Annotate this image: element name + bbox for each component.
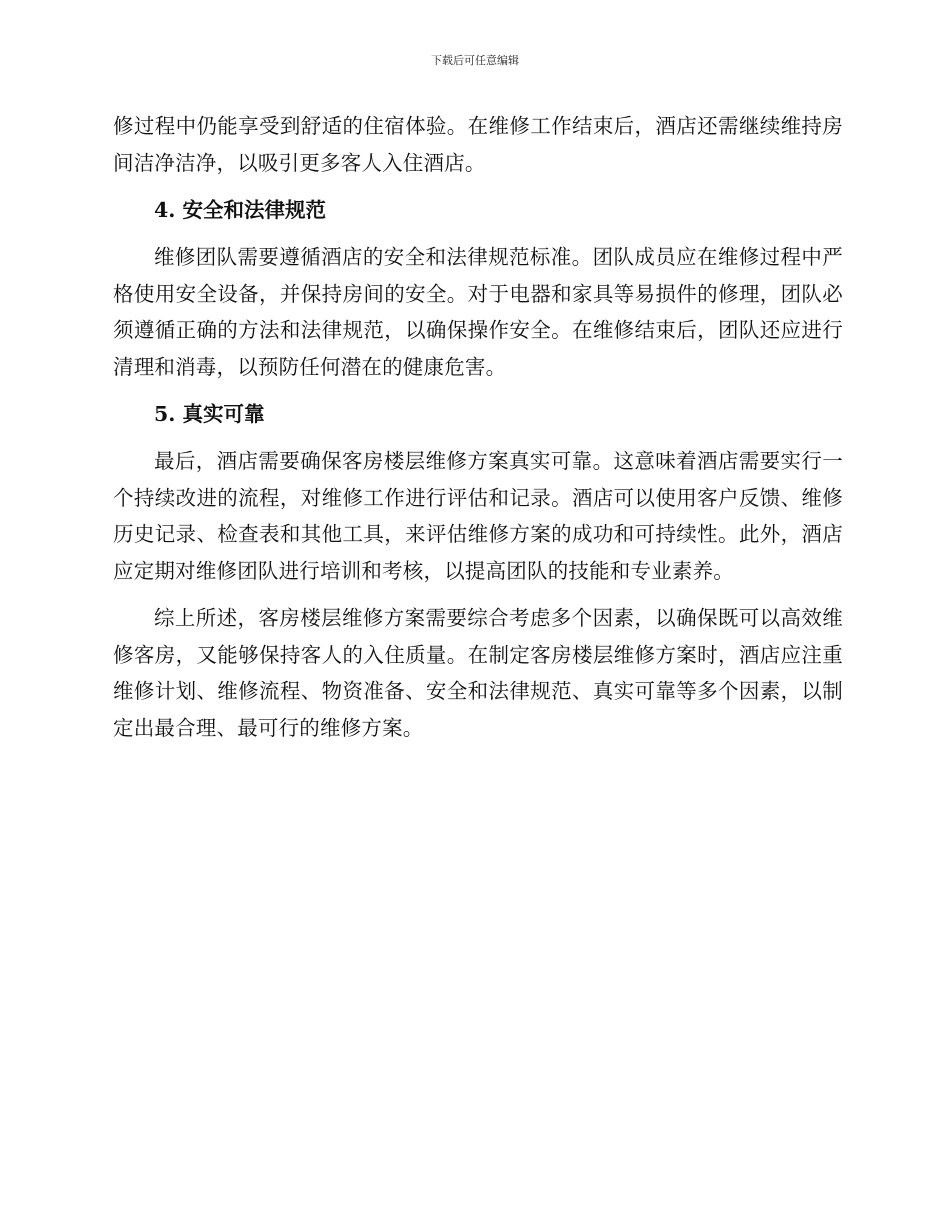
paragraph-safety-legal: 维修团队需要遵循酒店的安全和法律规范标准。团队成员应在维修过程中严格使用安全设备，并保持房间的安全。对于电器和家具等易损件的修理，团队必须遵循正确的方法和法律规范，以确保操作安全。在维修结束后，团队还应进行清理和消毒，以预防任何潜在的健康危害。 <box>113 245 843 379</box>
document-body <box>113 108 843 746</box>
paragraph-reliability: 最后，酒店需要确保客房楼层维修方案真实可靠。这意味着酒店需要实行一个持续改进的流程，对维修工作进行评估和记录。酒店可以使用客户反馈、维修历史记录、检查表和其他工具，来评估维修方案的成功和可持续性。此外，酒店应定期对维修团队进行培训和考核，以提高团队的技能和专业素养。 <box>113 449 843 583</box>
paragraph-conclusion: 综上所述，客房楼层维修方案需要综合考虑多个因素，以确保既可以高效维修客房，又能够保持客人的入住质量。在制定客房楼层维修方案时，酒店应注重维修计划、维修流程、物资准备、安全和法律规范、真实可靠等多个因素，以制定出最合理、最可行的维修方案。 <box>113 606 843 740</box>
paragraph-continuation: 修过程中仍能享受到舒适的住宿体验。在维修工作结束后，酒店还需继续维持房间洁净洁净，以吸引更多客人入住酒店。 <box>113 114 843 175</box>
section-heading-safety-legal: 4. 安全和法律规范 <box>154 198 327 222</box>
section-heading-reliability: 5. 真实可靠 <box>154 402 265 426</box>
page-header: 下载后可任意编辑 <box>431 54 519 67</box>
